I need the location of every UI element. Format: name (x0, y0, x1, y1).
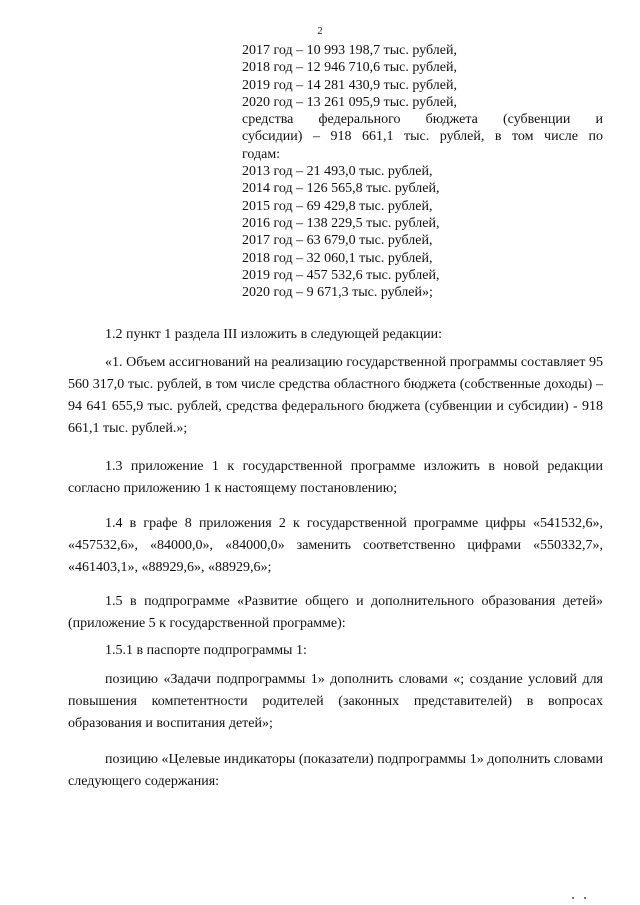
paragraph-text: 1.5 в подпрограмме «Развитие общего и дополнительного образования детей» (приложение 5 к государственной программе): (68, 594, 603, 631)
paragraph-1-2 (68, 324, 603, 346)
paragraph-text: позицию «Целевые индикаторы (показатели) подпрограммы 1» дополнить словами следующего содержания: (68, 752, 603, 789)
funding-year-2019: 2019 год – 14 281 430,9 тыс. рублей, (242, 77, 457, 93)
paragraph-1-5-1 (68, 640, 603, 662)
federal-year-2014: 2014 год – 126 565,8 тыс. рублей, (242, 181, 440, 197)
funding-year-2020: 2020 год – 13 261 095,9 тыс. рублей, (242, 94, 457, 110)
paragraph-indicators-position (68, 749, 603, 793)
federal-year-2020: 2020 год – 9 671,3 тыс. рублей»; (242, 285, 433, 301)
paragraph-text: 1.3 приложение 1 к государственной программе изложить в новой редакции согласно приложению 1 к настоящему постановлению; (68, 459, 603, 496)
federal-budget-intro-line-2: субсидии) – 918 661,1 тыс. рублей, в том числе по (242, 129, 603, 145)
federal-year-2016: 2016 год – 138 229,5 тыс. рублей, (242, 215, 440, 231)
paragraph-1-3 (68, 456, 603, 500)
federal-year-2018: 2018 год – 32 060,1 тыс. рублей, (242, 250, 433, 266)
paragraph-text: 1.4 в графе 8 приложения 2 к государственной программе цифры «541532,6», «457532,6», «84000,0», «84000,0» заменить соответственно цифрами «550332,7», «461403,1», «88929,6», «88929,6»; (68, 516, 603, 575)
scan-artifact-dot (584, 897, 586, 899)
paragraph-1-5 (68, 591, 603, 635)
federal-year-2017: 2017 год – 63 679,0 тыс. рублей, (242, 233, 433, 249)
federal-year-2019: 2019 год – 457 532,6 тыс. рублей, (242, 267, 440, 283)
scan-artifact-dot (572, 897, 574, 899)
paragraph-text: 1.2 пункт 1 раздела III изложить в следующей редакции: (105, 327, 443, 342)
federal-year-2015: 2015 год – 69 429,8 тыс. рублей, (242, 198, 433, 214)
paragraph-tasks-position (68, 669, 603, 735)
page-number: 2 (317, 26, 323, 37)
federal-year-2013: 2013 год – 21 493,0 тыс. рублей, (242, 164, 433, 180)
funding-year-2017: 2017 год – 10 993 198,7 тыс. рублей, (242, 43, 457, 58)
paragraph-quote-1 (68, 352, 603, 440)
funding-by-year-list (242, 42, 603, 301)
funding-year-2018: 2018 год – 12 946 710,6 тыс. рублей, (242, 60, 457, 76)
federal-budget-intro-line-1: средства федерального бюджета (субвенции и (242, 112, 603, 128)
paragraph-text: «1. Объем ассигнований на реализацию государственной программы составляет 95 560 317,0 тыс. рублей, в том числе средства областного бюджета (собственные доходы) – 94 641 655,9 тыс. рублей, средства федерального бюджета (субвенции и субсидии) - 918 661,1 тыс. рублей.»; (68, 355, 603, 436)
paragraph-1-4 (68, 513, 603, 579)
federal-budget-intro-line-3: годам: (242, 146, 281, 162)
paragraph-text: позицию «Задачи подпрограммы 1» дополнить словами «; создание условий для повышения компетентности родителей (законных представителей) в вопросах образования и воспитания детей»; (68, 672, 603, 731)
paragraph-text: 1.5.1 в паспорте подпрограммы 1: (105, 643, 307, 658)
